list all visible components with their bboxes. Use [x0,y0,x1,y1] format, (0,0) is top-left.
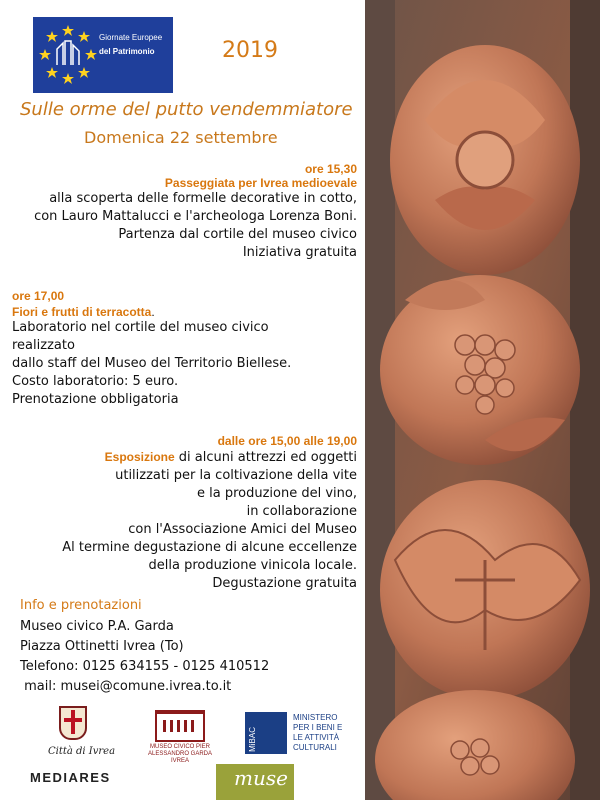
event3-time: dalle ore 15,00 alle 19,00 [217,434,357,448]
eu-logo-line1: Giornate Europee [99,33,163,42]
mibac-logo [245,712,355,754]
event3-line: Degustazione gratuita [212,576,357,591]
event1-line: Partenza dal cortile del museo civico [118,227,357,242]
info-line: Museo civico P.A. Garda [20,619,174,634]
event3-line: utilizzati per la coltivazione della vite [115,468,357,483]
event-title: Sulle orme del putto vendemmiatore [20,99,353,120]
museo-garda-logo [144,710,216,764]
eu-stars-icon [39,23,97,87]
event2-line: dallo staff del Museo del Territorio Biellese. [12,356,292,371]
eu-logo-text [99,31,162,59]
mibac-square-icon [245,712,287,754]
museo-logo-caption: MUSEO CIVICO PIER ALESSANDRO GARDA IVREA [147,744,213,764]
mibac-line: PER I BENI E [293,723,343,732]
event1-line: con Lauro Mattalucci e l'archeologa Lorenza Boni. [34,209,357,224]
event3-line: e la produzione del vino, [197,486,357,501]
event-date: Domenica 22 settembre [84,128,278,147]
event3-block [50,434,357,593]
event1-time: ore 15,30 [304,162,357,176]
ivrea-logo-caption: Città di Ivrea [48,746,116,757]
eu-logo-line2: del Patrimonio [99,47,155,56]
event1-block [20,162,357,262]
event2-name-row: Fiori e frutti di terracotta. [12,305,155,319]
citta-di-ivrea-logo [48,706,116,764]
event1-line: alla scoperta delle formelle decorative in cotto, [49,191,357,206]
event3-line: della produzione vinicola locale. [148,558,357,573]
info-line: Piazza Ottinetti Ivrea (To) [20,639,184,654]
event2-name: Fiori e frutti di terracotta [12,305,152,319]
event3-line: Al termine degustazione di alcune eccellenze [62,540,357,555]
mediares-logo: MEDIARES [30,770,111,785]
event1-name: Passeggiata per Ivrea medioevale [164,176,357,190]
event2-line: Costo laboratorio: 5 euro. [12,374,179,389]
info-block [20,598,350,697]
muse-logo-text: muse [234,766,288,790]
event2-line: Prenotazione obbligatoria [12,392,179,407]
european-heritage-days-logo [33,17,173,93]
year: 2019 [222,38,278,63]
muse-logo [216,764,294,800]
ivrea-shield-icon [59,706,87,740]
museum-building-icon [155,710,205,742]
relief-image [365,0,600,800]
event3-line: in collaborazione [246,504,357,519]
event2-time: ore 17,00 [12,289,65,303]
info-line: Telefono: 0125 634155 - 0125 410512 [20,659,270,674]
event2-block [12,289,362,409]
mibac-text [293,713,342,753]
mibac-line: MINISTERO [293,713,338,722]
event3-first-line [50,448,357,467]
event3-name: Esposizione [104,450,175,464]
terracotta-relief-photo [365,0,600,800]
event3-line: con l'Associazione Amici del Museo [128,522,357,537]
mibac-tag: MiBAC [248,727,257,752]
mibac-line: LE ATTIVITÀ [293,733,340,742]
event2-line: realizzato [12,338,75,353]
event1-line: Iniziativa gratuita [242,245,357,260]
info-email[interactable]: mail: musei@comune.ivrea.to.it [20,679,232,694]
event3-first-rest: di alcuni attrezzi ed oggetti [178,450,357,465]
mibac-line: CULTURALI [293,743,337,752]
info-heading: Info e prenotazioni [20,598,142,613]
event2-line: Laboratorio nel cortile del museo civico [12,320,269,335]
